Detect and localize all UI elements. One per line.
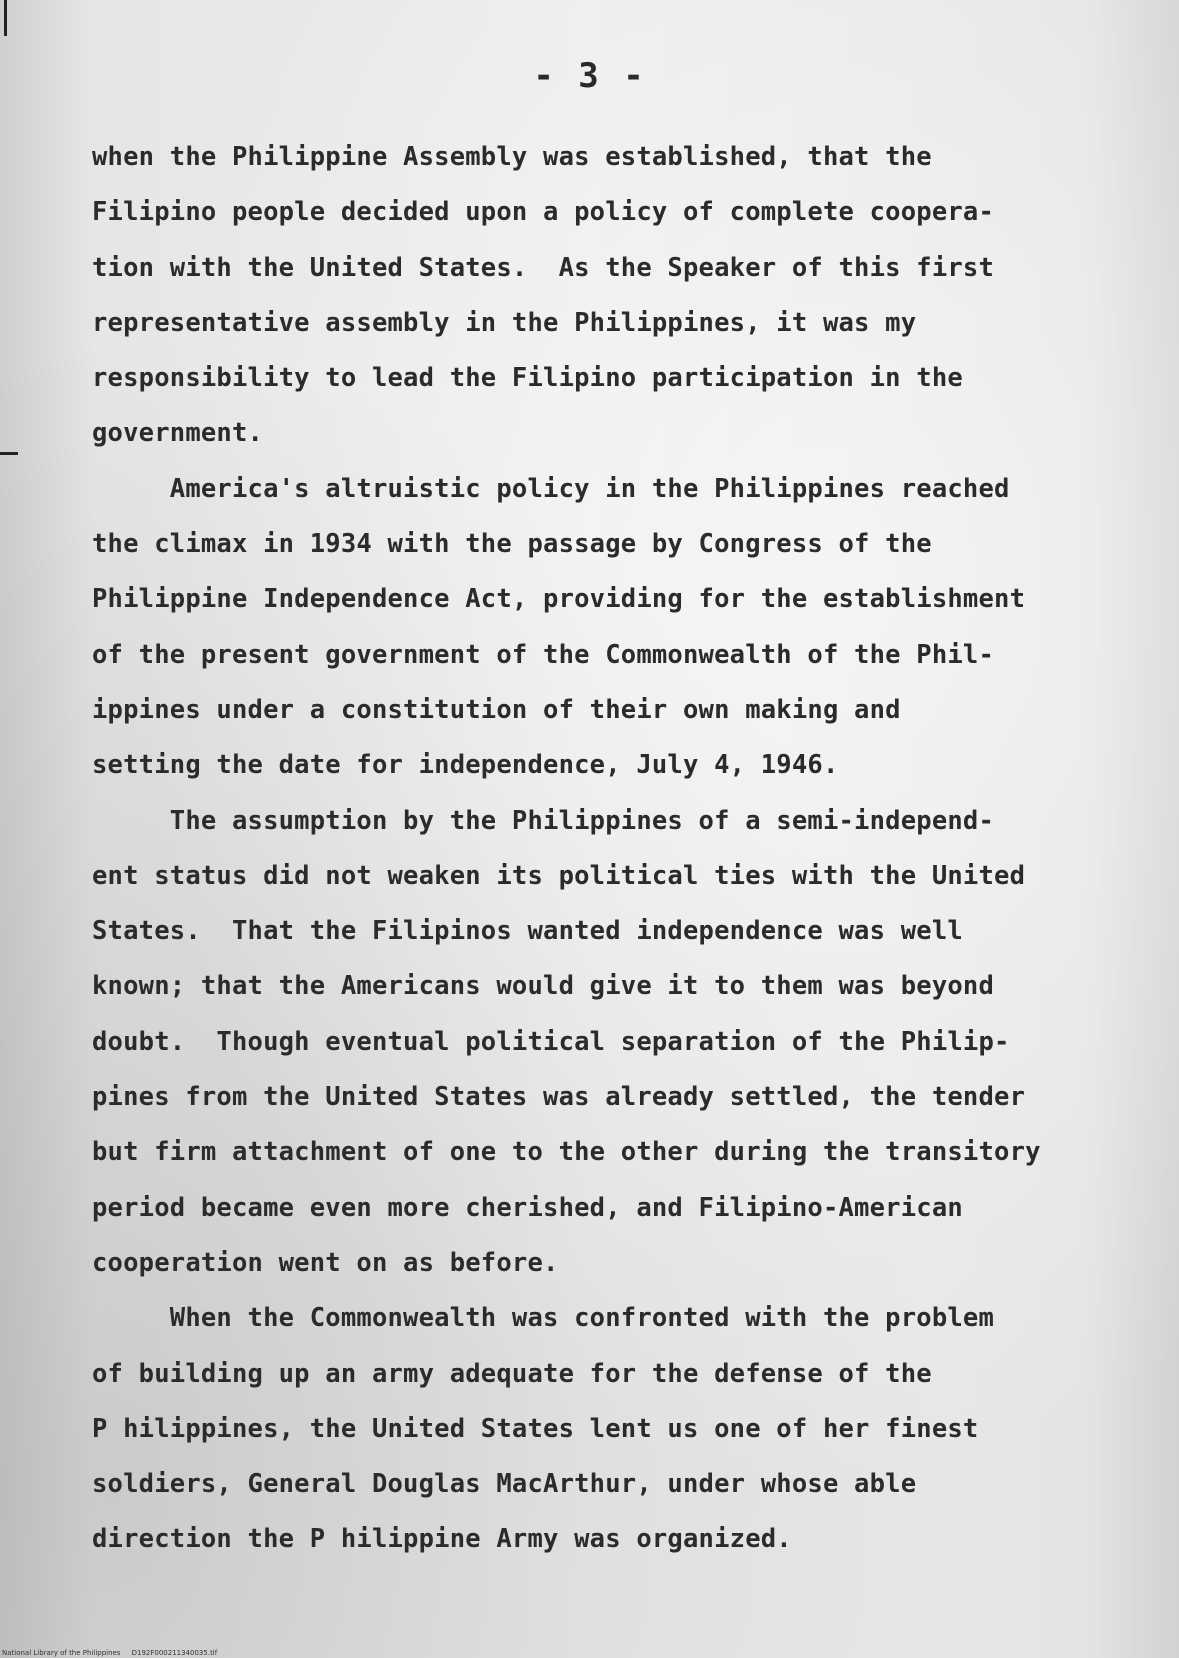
typed-text-body: [92, 130, 1152, 1568]
text-line: of the present government of the Commonwealth of the Phil-: [92, 639, 995, 670]
text-line: When the Commonwealth was confronted with the problem: [92, 1303, 995, 1334]
text-line: doubt. Though eventual political separation of the Philip-: [92, 1026, 1010, 1057]
text-line: pines from the United States was already settled, the tender: [92, 1082, 1026, 1113]
text-line: cooperation went on as before.: [92, 1247, 559, 1278]
text-line: government.: [92, 418, 264, 449]
text-line: tion with the United States. As the Speaker of this first: [92, 252, 995, 283]
text-line: the climax in 1934 with the passage by Congress of the: [92, 529, 932, 560]
text-line: setting the date for independence, July 4, 1946.: [92, 750, 839, 781]
text-line: period became even more cherished, and Filipino-American: [92, 1192, 963, 1223]
text-line: America's altruistic policy in the Philippines reached: [92, 473, 1010, 504]
text-line: but firm attachment of one to the other during the transitory: [92, 1137, 1041, 1168]
text-line: known; that the Americans would give it to them was beyond: [92, 971, 995, 1002]
text-line: P hilippines, the United States lent us one of her finest: [92, 1413, 979, 1444]
scan-edge-mark-top: [4, 0, 7, 36]
text-line: soldiers, General Douglas MacArthur, under whose able: [92, 1469, 917, 1500]
text-line: when the Philippine Assembly was established, that the: [92, 142, 932, 172]
text-line: ent status did not weaken its political ties with the United: [92, 860, 1026, 891]
text-line: ippines under a constitution of their own making and: [92, 694, 901, 725]
text-line: Filipino people decided upon a policy of complete coopera-: [92, 197, 995, 228]
text-line: The assumption by the Philippines of a semi-independ-: [92, 805, 995, 836]
page-number: - 3 -: [533, 56, 646, 96]
text-line: States. That the Filipinos wanted independence was well: [92, 916, 963, 947]
scan-edge-mark-left: [0, 452, 18, 455]
text-line: of building up an army adequate for the defense of the: [92, 1358, 932, 1389]
text-line: direction the P hilippine Army was organized.: [92, 1524, 792, 1555]
text-line: Philippine Independence Act, providing for the establishment: [92, 584, 1026, 615]
archive-footer: National Library of the Philippines D192F000211340035.tif: [2, 1649, 218, 1657]
text-line: representative assembly in the Philippines, it was my: [92, 307, 917, 338]
text-line: responsibility to lead the Filipino participation in the: [92, 363, 963, 394]
